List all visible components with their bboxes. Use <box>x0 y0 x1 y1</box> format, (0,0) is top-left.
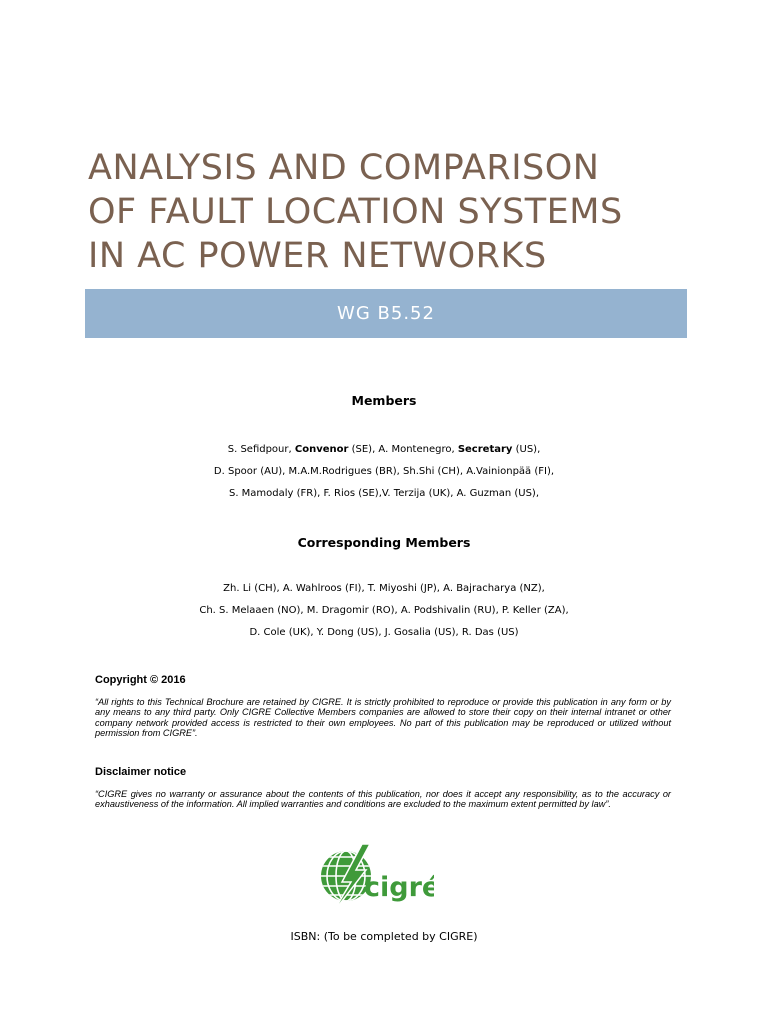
title-line-3: IN AC POWER NETWORKS <box>88 236 547 276</box>
members-line-1-part-b: (SE), A. Montenegro, <box>348 444 458 455</box>
cigre-logo-wordmark: cigré <box>364 872 434 903</box>
cigre-logo <box>318 842 434 916</box>
disclaimer-heading: Disclaimer notice <box>95 766 187 778</box>
convenor-role: Convenor <box>294 444 349 455</box>
members-line-1 <box>0 444 768 455</box>
disclaimer-text: “CIGRE gives no warranty or assurance about the contents of this publication, nor does it accept any responsibility, as to the accuracy or exhaustiveness of the information. All implied warranties and conditions are excluded to the maximum extent permitted by law”. <box>95 789 671 810</box>
members-line-3: S. Mamodaly (FR), F. Rios (SE),V. Terzija (UK), A. Guzman (US), <box>228 488 540 499</box>
members-line-1-part-c: (US), <box>512 444 541 455</box>
members-line-1-part-a: S. Sefidpour, <box>227 444 295 455</box>
title-line-2: OF FAULT LOCATION SYSTEMS <box>88 192 623 232</box>
cigre-globe-icon <box>318 842 434 916</box>
title-line-1: ANALYSIS AND COMPARISON <box>88 148 600 188</box>
corresponding-members-line-2: Ch. S. Melaaen (NO), M. Dragomir (RO), A. Podshivalin (RU), P. Keller (ZA), <box>199 605 569 616</box>
corresponding-members-line-1: Zh. Li (CH), A. Wahlroos (FI), T. Miyoshi (JP), A. Bajracharya (NZ), <box>223 583 545 594</box>
members-line-2: D. Spoor (AU), M.A.M.Rodrigues (BR), Sh.Shi (CH), A.Vainionpää (FI), <box>213 466 555 477</box>
copyright-heading: Copyright © 2016 <box>95 674 186 686</box>
working-group-banner <box>85 289 687 338</box>
members-heading: Members <box>351 393 417 408</box>
document-title <box>88 146 708 278</box>
copyright-text: “All rights to this Technical Brochure are retained by CIGRE. It is strictly prohibited to reproduce or provide this publication in any form or by any means to any third party. Only CIGRE Collective Members companies are allowed to store their copy on their internal intranet or other company network provided access is restricted to their own employees. No part of this publication may be reproduced or utilized without permission from CIGRE”. <box>95 697 671 739</box>
corresponding-members-heading: Corresponding Members <box>297 535 471 550</box>
secretary-role: Secretary <box>457 444 513 455</box>
working-group-label: WG B5.52 <box>337 303 435 324</box>
isbn-line: ISBN: (To be completed by CIGRE) <box>290 930 478 943</box>
corresponding-members-line-3: D. Cole (UK), Y. Dong (US), J. Gosalia (US), R. Das (US) <box>249 627 519 638</box>
